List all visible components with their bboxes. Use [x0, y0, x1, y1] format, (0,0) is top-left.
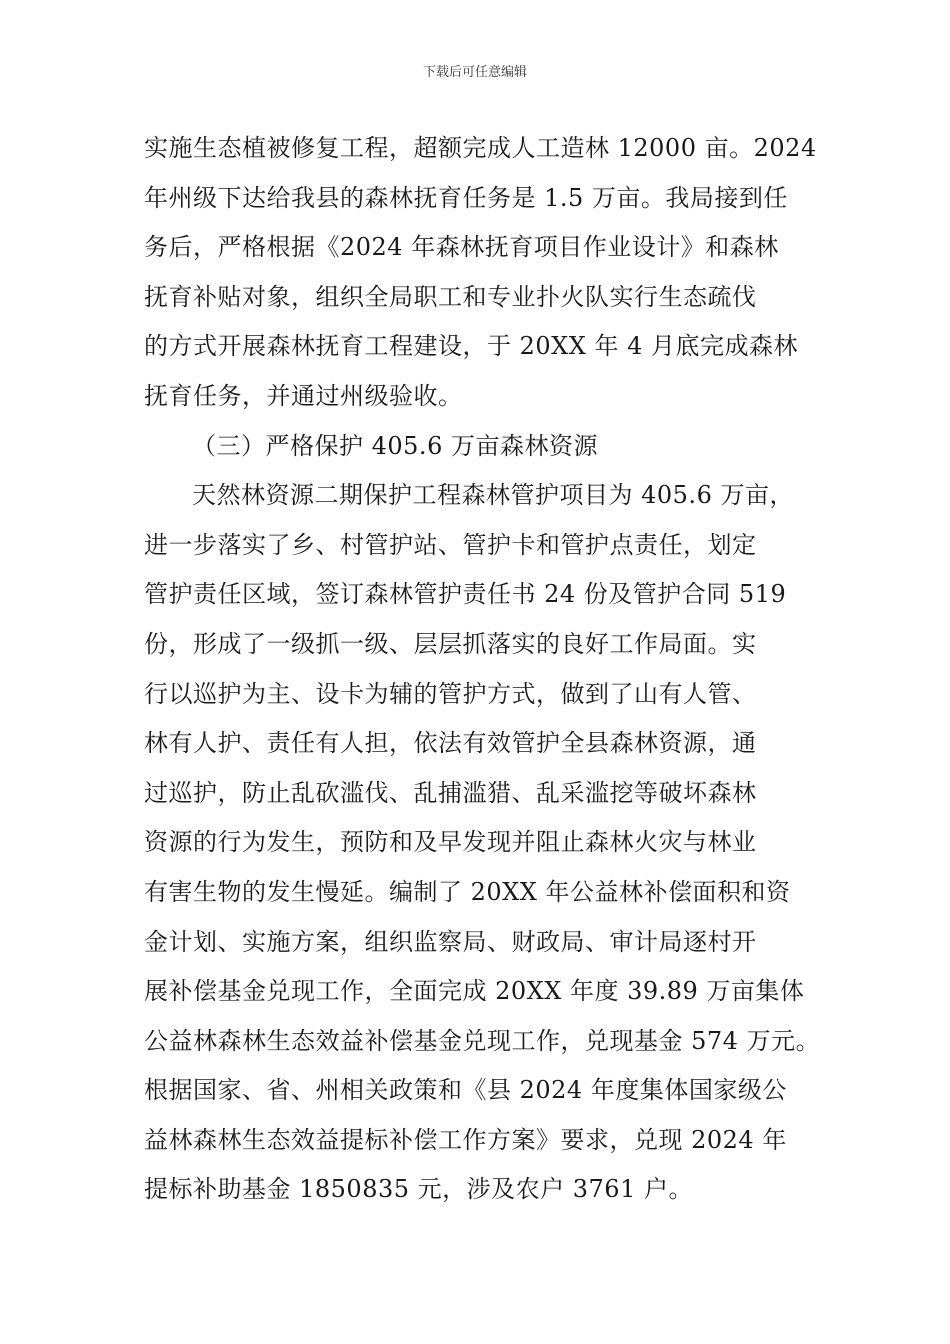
paragraph-line: 提标补助基金 1850835 元，涉及农户 3761 户。: [144, 1175, 693, 1204]
paragraph-line: 资源的行为发生，预防和及早发现并阻止森林火灾与林业: [144, 828, 757, 857]
paragraph-line: 抚育补贴对象，组织全局职工和专业扑火队实行生态疏伐: [144, 282, 757, 311]
paragraph-line: 公益林森林生态效益补偿基金兑现工作，兑现基金 574 万元。: [144, 1026, 821, 1055]
paragraph-line: 实施生态植被修复工程，超额完成人工造林 12000 亩。2024: [144, 134, 817, 162]
paragraph-line: 进一步落实了乡、村管护站、管护卡和管护点责任，划定: [144, 530, 757, 559]
paragraph-line: 林有人护、责任有人担，依法有效管护全县森林资源，通: [144, 729, 757, 758]
paragraph-line: 年州级下达给我县的森林抚育任务是 1.5 万亩。我局接到任: [144, 183, 788, 212]
paragraph-line: 根据国家、省、州相关政策和《县 2024 年度集体国家级公: [144, 1076, 787, 1105]
document-body: [144, 128, 824, 1219]
paragraph-line: 行以巡护为主、设卡为辅的管护方式，做到了山有人管、: [144, 679, 757, 708]
paragraph-line: 份，形成了一级抓一级、层层抓落实的良好工作局面。实: [144, 629, 757, 658]
page-header: 下载后可任意编辑: [422, 65, 527, 80]
paragraph-line: 务后，严格根据《2024 年森林抚育项目作业设计》和森林: [144, 233, 779, 262]
paragraph-line: 展补偿基金兑现工作，全面完成 20XX 年度 39.89 万亩集体: [144, 977, 805, 1006]
paragraph-line: 金计划、实施方案，组织监察局、财政局、审计局逐村开: [144, 927, 757, 956]
section-heading: （三）严格保护 405.6 万亩森林资源: [192, 431, 598, 460]
paragraph-line: 过巡护，防止乱砍滥伐、乱捕滥猎、乱采滥挖等破坏森林: [144, 778, 757, 807]
paragraph-line: 的方式开展森林抚育工程建设，于 20XX 年 4 月底完成森林: [144, 332, 798, 361]
paragraph-line: 管护责任区域，签订森林管护责任书 24 份及管护合同 519: [144, 580, 787, 609]
paragraph-line: 天然林资源二期保护工程森林管护项目为 405.6 万亩，: [192, 481, 794, 510]
paragraph-line: 益林森林生态效益提标补偿工作方案》要求，兑现 2024 年: [144, 1125, 787, 1154]
paragraph-line: 抚育任务，并通过州级验收。: [144, 381, 463, 410]
paragraph-line: 有害生物的发生慢延。编制了 20XX 年公益林补偿面积和资: [144, 877, 791, 906]
